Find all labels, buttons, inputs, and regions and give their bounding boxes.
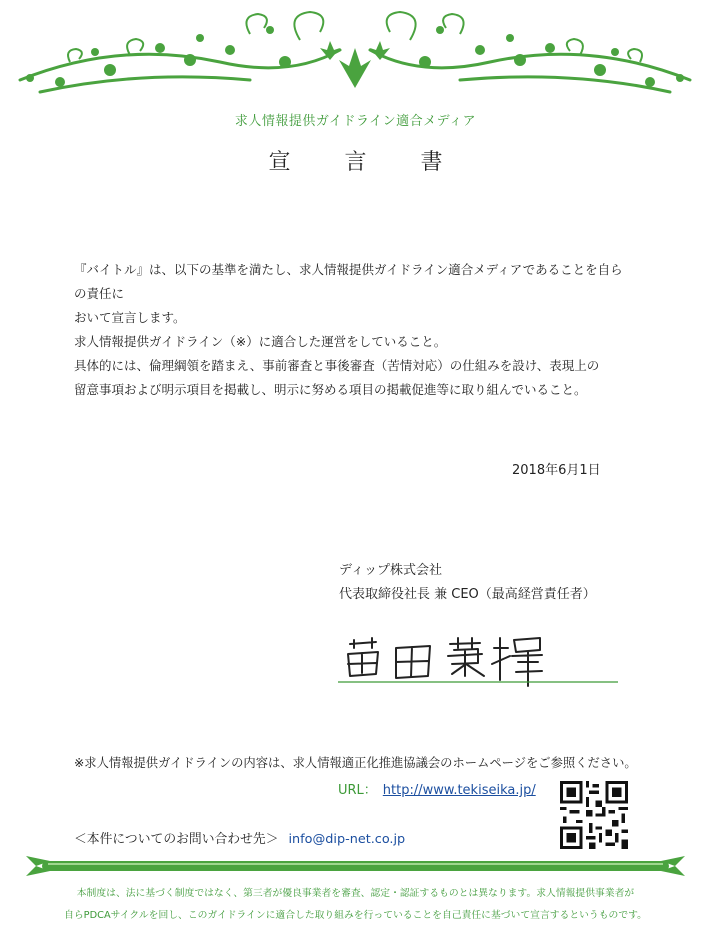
url-label: URL：	[338, 783, 377, 798]
criteria-paragraph	[74, 330, 634, 402]
organization-line: 求人情報提供ガイドライン適合メディア	[234, 114, 477, 129]
signatory-title: 代表取締役社長 兼 CEO（最高経営責任者）	[339, 587, 596, 602]
vine-ornament	[0, 0, 711, 110]
declaration-paragraph	[74, 258, 634, 330]
criteria-line-1: 求人情報提供ガイドライン（※）に適合した運営をしていること。	[74, 334, 447, 349]
contact-label: ＜本件についてのお問い合わせ先＞	[74, 832, 279, 847]
guideline-url-link[interactable]: http://www.tekiseika.jp/	[382, 783, 536, 798]
company-name: ディップ株式会社	[339, 563, 442, 578]
declaration-line-2: おいて宣言します。	[74, 310, 186, 325]
document-title	[0, 145, 711, 176]
qr-code	[560, 781, 628, 849]
title-char-3: 書	[420, 150, 443, 175]
declaration-date: 2018年6月1日	[512, 463, 601, 478]
criteria-line-2: 具体的には、倫理綱領を踏まえ、事前審査と事後審査（苦情対応）の仕組みを設け、表現上の	[74, 358, 600, 373]
green-bar-ornament	[22, 852, 689, 880]
footer-line-2: 自らPDCAサイクルを回し、このガイドラインに適合した取り組みを行っていることを自己責任に基づいて宣言するというものです。	[64, 910, 647, 921]
criteria-line-3: 留意事項および明示項目を掲載し、明示に努める項目の掲載促進等に取り組んでいること。	[74, 382, 587, 397]
signature-image	[334, 630, 624, 690]
title-char-1: 宣	[268, 150, 291, 175]
guideline-note: ※求人情報提供ガイドラインの内容は、求人情報適正化推進協議会のホームページをご参照ください。	[74, 756, 637, 770]
declaration-line-1: 『バイトル』は、以下の基準を満たし、求人情報提供ガイドライン適合メディアであることを自らの責任に	[74, 262, 623, 301]
footer-line-1: 本制度は、法に基づく制度ではなく、第三者が優良事業者を審査、認定・認証するものとは異なります。求人情報提供事業者が	[76, 888, 635, 899]
contact-row	[74, 828, 405, 847]
title-char-2: 言	[344, 150, 367, 175]
url-row	[338, 779, 536, 798]
contact-email-link[interactable]: info@dip-net.co.jp	[288, 832, 406, 847]
